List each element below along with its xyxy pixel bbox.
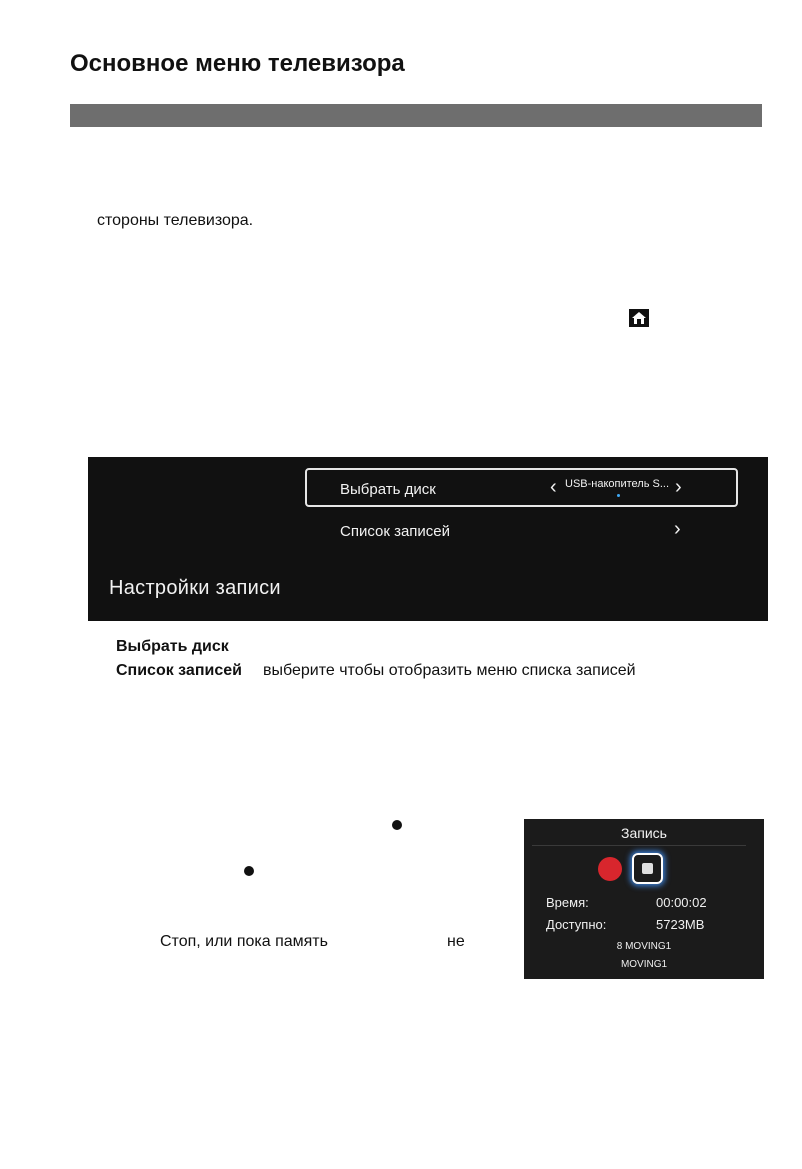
filled-circle-icon xyxy=(244,866,254,876)
record-settings-panel xyxy=(88,457,768,621)
recording-widget xyxy=(524,819,764,979)
time-label: Время: xyxy=(546,895,589,910)
page-indicator-dot xyxy=(617,494,620,497)
filled-circle-icon xyxy=(392,820,402,830)
paragraph-text: стороны телевизора. xyxy=(97,212,254,229)
available-label: Доступно: xyxy=(546,917,607,932)
select-disk-value: USB-накопитель S... xyxy=(565,478,670,490)
paragraph-text: Стоп, или пока память xyxy=(160,933,328,950)
chevron-right-icon[interactable]: › xyxy=(675,476,682,498)
recording-info-line: MOVING1 xyxy=(620,959,668,970)
record-list-term: Список записей xyxy=(116,662,242,679)
divider xyxy=(532,845,746,846)
record-list-description: выберите чтобы отобразить меню списка записей xyxy=(263,662,636,679)
recording-title: Запись xyxy=(621,825,667,841)
select-disk-label: Выбрать диск xyxy=(340,481,436,498)
home-icon xyxy=(628,308,650,328)
panel-title: Настройки записи xyxy=(109,577,281,599)
chevron-left-icon[interactable]: ‹ xyxy=(550,476,557,498)
record-button[interactable] xyxy=(598,857,622,881)
stop-button[interactable] xyxy=(632,853,663,884)
page-title: Основное меню телевизора xyxy=(70,50,405,77)
record-list-label[interactable]: Список записей xyxy=(340,523,451,540)
paragraph-text: не xyxy=(447,933,465,950)
available-value: 5723MB xyxy=(656,917,705,932)
chevron-right-icon[interactable]: › xyxy=(674,518,681,540)
stop-icon xyxy=(642,863,653,874)
time-value: 00:00:02 xyxy=(656,895,707,910)
section-header-bar xyxy=(70,104,762,127)
recording-info-line: 8 MOVING1 xyxy=(616,941,672,952)
select-disk-term: Выбрать диск xyxy=(116,638,229,655)
